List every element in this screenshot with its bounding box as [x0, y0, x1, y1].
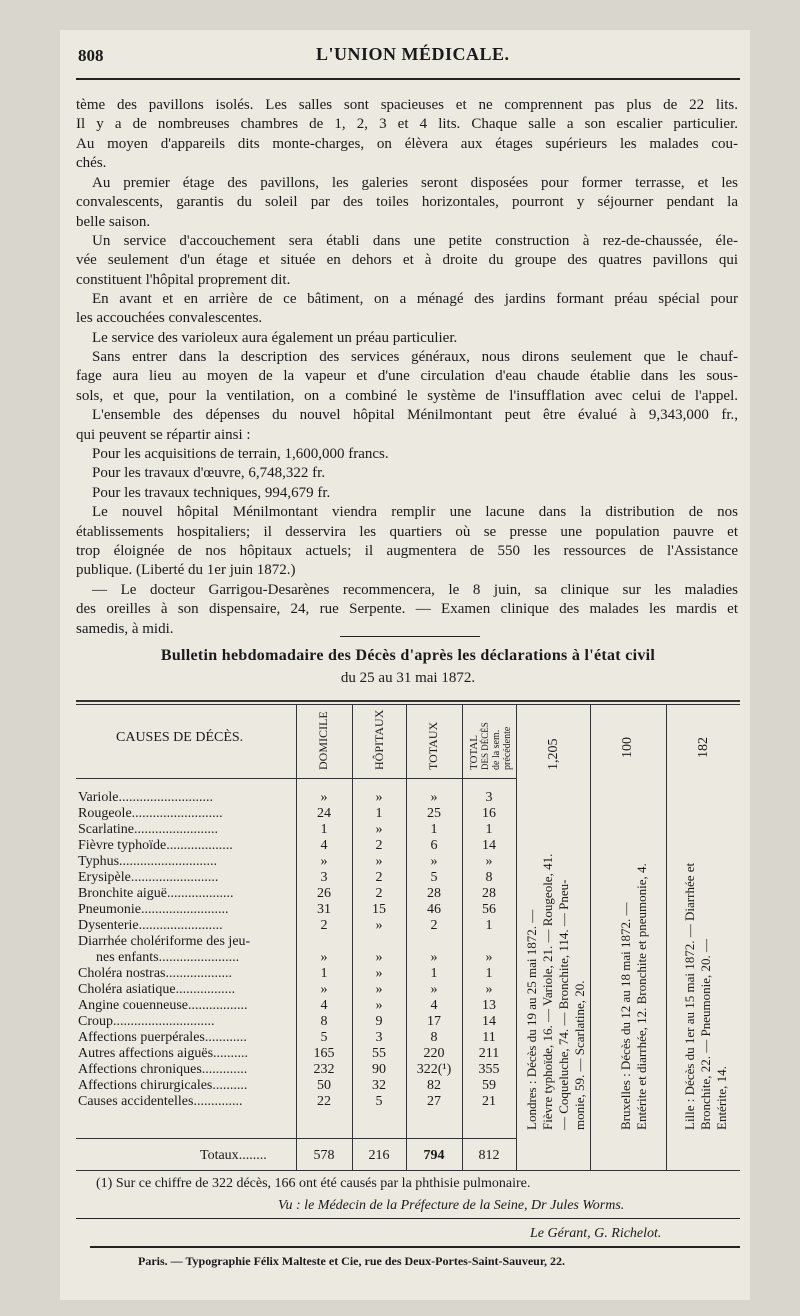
cause-label: Affections chroniques.............	[78, 1062, 248, 1077]
body-line: sols, et que, pour la ventilation, on a combiné le système de l'insufflation avec celui de l'appel.	[76, 388, 738, 404]
body-line: L'ensemble des dépenses du nouvel hôpital Ménilmontant peut être évalué à 9,343,000 fr.,	[92, 407, 738, 423]
cell-totaux: »	[430, 790, 438, 805]
body-line: Il y a de nombreuses chambres de 1, 2, 3 et 4 lits. Chaque salle a son escalier particulier.	[76, 116, 738, 132]
cell-precedent: 21	[482, 1094, 496, 1109]
cell-totaux: 6	[430, 838, 438, 853]
footer-rule-2	[90, 1246, 740, 1248]
cell-domicile: »	[320, 790, 328, 805]
totals-label: Totaux........	[200, 1148, 267, 1163]
cell-totaux: 4	[430, 998, 438, 1013]
cell-precedent: 56	[482, 902, 496, 917]
cell-domicile: 50	[317, 1078, 331, 1093]
cell-domicile: »	[320, 950, 328, 965]
body-line: constituent l'hôpital proprement dit.	[76, 272, 291, 288]
body-line: Le service des varioleux aura également un préau particulier.	[92, 330, 458, 346]
cell-precedent: 8	[485, 870, 493, 885]
totaux-header: TOTAUX	[426, 721, 440, 770]
cell-totaux: »	[430, 982, 438, 997]
cell-hopitaux: 55	[372, 1046, 386, 1061]
body-line: Le nouvel hôpital Ménilmontant viendra remplir une lacune dans la distribution de nos	[92, 504, 738, 520]
cause-label: Typhus............................	[78, 854, 218, 869]
cause-label: Diarrhée cholériforme des jeu-	[78, 934, 251, 949]
body-line: Sans entrer dans la description des services généraux, nous dirons seulement que le chauf-	[92, 349, 738, 365]
body-line: En avant et en arrière de ce bâtiment, on a ménagé des jardins formant préau spécial pour	[92, 291, 738, 307]
cause-label: Bronchite aiguë...................	[78, 886, 234, 901]
body-line: convalescents, garantis du soleil par des toiles horizontales, pourront y séjourner pendant la	[76, 194, 738, 210]
cell-totaux: 27	[427, 1094, 441, 1109]
cause-label: Variole...........................	[78, 790, 213, 805]
cell-hopitaux: 9	[375, 1014, 383, 1029]
signature: Vu : le Médecin de la Préfecture de la Seine, Dr Jules Worms.	[278, 1198, 625, 1213]
cause-label: Scarlatine........................	[78, 822, 218, 837]
cell-domicile: 165	[313, 1046, 335, 1061]
cause-label: Fièvre typhoïde...................	[78, 838, 233, 853]
cell-precedent: 1	[485, 966, 493, 981]
cell-domicile: 22	[317, 1094, 331, 1109]
cause-label: Causes accidentelles..............	[78, 1094, 243, 1109]
prev-header-2: DES DÉCÈS	[480, 722, 490, 770]
body-line: Pour les travaux techniques, 994,679 fr.	[92, 485, 331, 501]
cell-domicile: »	[320, 982, 328, 997]
brussels-note: Bruxelles : Décès du 12 au 18 mai 1872. — Entérite et diarrhée, 12. Bronchite et pneumonie, 4.	[618, 863, 649, 1130]
cell-totaux: 82	[427, 1078, 441, 1093]
cell-precedent: 59	[482, 1078, 496, 1093]
body-line: trop éloignée de nos hôpitaux actuels; il augmentera de 550 les ressources de l'Assistance	[76, 543, 738, 559]
body-line: fage aura lieu au moyen de la vapeur et d'une circulation d'eau chaude établie dans les sous-	[76, 368, 738, 384]
cell-precedent: 14	[482, 838, 496, 853]
cell-domicile: 8	[320, 1014, 328, 1029]
cell-hopitaux: »	[375, 790, 383, 805]
london-note: Londres : Décès du 19 au 25 mai 1872. — Fièvre typhoïde, 16. — Variole, 21. — Rougeole, 41. — Coqueluche, 74. — Bronchite, 114. — Pneu- monie, 59. — Scarlatine, 20.	[524, 853, 587, 1130]
total-hopitaux: 216	[368, 1148, 390, 1163]
prev-header-4: précédente	[502, 726, 513, 770]
bulletin-subtitle: du 25 au 31 mai 1872.	[340, 670, 476, 686]
cell-hopitaux: 2	[375, 886, 383, 901]
cell-domicile: 5	[320, 1030, 328, 1045]
table-footnote: (1) Sur ce chiffre de 322 décès, 166 ont été causés par la phthisie pulmonaire.	[96, 1176, 531, 1191]
body-line: des oreilles à son dispensaire, 24, rue Serpente. — Examen clinique des malades les mardis et	[76, 601, 738, 617]
cell-domicile: 3	[320, 870, 328, 885]
cell-precedent: 11	[482, 1030, 496, 1045]
cell-hopitaux: »	[375, 950, 383, 965]
prev-header-1: TOTAL	[468, 735, 480, 770]
cause-label: Dysenterie........................	[78, 918, 223, 933]
page-number: 808	[78, 46, 104, 65]
cell-domicile: »	[320, 854, 328, 869]
cell-domicile: 31	[317, 902, 331, 917]
body-line: tème des pavillons isolés. Les salles sont spacieuses et ne comprennent pas plus de 22 lits.	[76, 97, 738, 113]
body-line: les accouchées convalescentes.	[76, 310, 263, 326]
cell-hopitaux: »	[375, 918, 383, 933]
cause-label: Choléra nostras...................	[78, 966, 232, 981]
total-precedent: 812	[478, 1148, 500, 1163]
cell-precedent: 1	[485, 822, 493, 837]
cause-label: nes enfants.......................	[96, 950, 240, 965]
body-line: publique. (Liberté du 1er juin 1872.)	[76, 562, 296, 578]
cell-hopitaux: 32	[372, 1078, 386, 1093]
prev-header-3: de la sem.	[491, 729, 502, 770]
cell-precedent: 355	[478, 1062, 500, 1077]
cell-precedent: 28	[482, 886, 496, 901]
body-line: belle saison.	[76, 214, 151, 230]
cell-precedent: 3	[485, 790, 493, 805]
bulletin-title: Bulletin hebdomadaire des Décès d'après les déclarations à l'état civil	[160, 647, 656, 664]
cause-label: Rougeole..........................	[78, 806, 223, 821]
mortality-table	[76, 700, 740, 1170]
brussels-total: 100	[620, 737, 635, 758]
cell-precedent: 16	[482, 806, 496, 821]
body-line: Pour les acquisitions de terrain, 1,600,000 francs.	[92, 446, 389, 462]
cell-hopitaux: »	[375, 998, 383, 1013]
cell-precedent: »	[485, 950, 493, 965]
cell-totaux: 220	[423, 1046, 445, 1061]
section-divider	[340, 636, 480, 637]
lille-total: 182	[696, 737, 711, 758]
cause-label: Affections chirurgicales..........	[78, 1078, 248, 1093]
cell-hopitaux: 15	[372, 902, 386, 917]
cell-totaux: 1	[430, 966, 438, 981]
total-totaux: 794	[423, 1148, 445, 1163]
cell-hopitaux: 2	[375, 838, 383, 853]
cell-totaux: 5	[430, 870, 438, 885]
cell-hopitaux: 90	[372, 1062, 386, 1077]
cause-label: Angine couenneuse.................	[78, 998, 248, 1013]
cell-hopitaux: »	[375, 966, 383, 981]
body-line: Au premier étage des pavillons, les galeries seront disposées pour former terrasse, et les	[92, 175, 738, 191]
cell-precedent: 211	[478, 1046, 500, 1061]
causes-header: CAUSES DE DÉCÈS.	[116, 730, 244, 745]
cell-domicile: 26	[317, 886, 331, 901]
cell-domicile: 1	[320, 966, 328, 981]
body-line: chés.	[76, 155, 107, 171]
cell-hopitaux: 3	[375, 1030, 383, 1045]
cell-hopitaux: »	[375, 822, 383, 837]
cell-domicile: 4	[320, 838, 328, 853]
cell-domicile: 4	[320, 998, 328, 1013]
cell-totaux: 46	[427, 902, 441, 917]
cell-precedent: 14	[482, 1014, 496, 1029]
cell-domicile: 1	[320, 822, 328, 837]
cell-totaux: 25	[427, 806, 441, 821]
body-line: établissements hospitaliers; il desservira les quartiers où se presse une population pauvre et	[76, 524, 738, 540]
total-domicile: 578	[313, 1148, 335, 1163]
cell-totaux: »	[430, 854, 438, 869]
domicile-header: DOMICILE	[316, 711, 330, 770]
header-rule	[76, 78, 740, 80]
cause-label: Pneumonie.........................	[78, 902, 229, 917]
gerant: Le Gérant, G. Richelot.	[530, 1226, 662, 1241]
body-line: — Le docteur Garrigou-Desarènes recommencera, le 8 juin, sa clinique sur les maladies	[92, 582, 738, 598]
cell-totaux: »	[430, 950, 438, 965]
hopitaux-header: HÔPITAUX	[372, 709, 386, 770]
cell-domicile: 2	[320, 918, 328, 933]
cell-hopitaux: »	[375, 982, 383, 997]
cell-precedent: 1	[485, 918, 493, 933]
body-line: vée seulement d'un étage et située en dehors et à droite du groupe des quatres pavillons qui	[76, 252, 738, 268]
cell-totaux: 322(¹)	[416, 1062, 452, 1077]
cell-totaux: 17	[427, 1014, 441, 1029]
footer-rule-1	[76, 1218, 740, 1219]
cell-totaux: 2	[430, 918, 438, 933]
cell-hopitaux: 1	[375, 806, 383, 821]
cell-totaux: 28	[427, 886, 441, 901]
cause-label: Erysipèle.........................	[78, 870, 219, 885]
cause-label: Autres affections aiguës..........	[78, 1046, 249, 1061]
body-line: Pour les travaux d'œuvre, 6,748,322 fr.	[92, 465, 326, 481]
body-line: Un service d'accouchement sera établi dans une petite construction à rez-de-chaussée, éle-	[92, 233, 738, 249]
lille-note: Lille : Décès du 1er au 15 mai 1872. — Diarrhée et Bronchite, 22. — Pneumonie, 20. — Entérite, 14.	[682, 862, 729, 1130]
body-line: samedis, à midi.	[76, 621, 174, 637]
journal-title: L'UNION MÉDICALE.	[316, 44, 510, 64]
cell-hopitaux: »	[375, 854, 383, 869]
cell-totaux: 8	[430, 1030, 438, 1045]
cell-totaux: 1	[430, 822, 438, 837]
cell-domicile: 232	[313, 1062, 335, 1077]
cause-label: Croup.............................	[78, 1014, 215, 1029]
cell-precedent: »	[485, 854, 493, 869]
cell-precedent: 13	[482, 998, 496, 1013]
cell-hopitaux: 5	[375, 1094, 383, 1109]
cell-hopitaux: 2	[375, 870, 383, 885]
imprint: Paris. — Typographie Félix Malteste et Cie, rue des Deux-Portes-Saint-Sauveur, 22.	[138, 1254, 566, 1268]
body-line: qui peuvent se répartir ainsi :	[76, 427, 251, 443]
london-total: 1,205	[546, 738, 561, 770]
cause-label: Affections puerpérales............	[78, 1030, 247, 1045]
cell-precedent: »	[485, 982, 493, 997]
body-line: Au moyen d'appareils dits monte-charges, on élèvera aux étages supérieurs les malades cou-	[76, 136, 738, 152]
cell-domicile: 24	[317, 806, 331, 821]
cause-label: Choléra asiatique.................	[78, 982, 236, 997]
